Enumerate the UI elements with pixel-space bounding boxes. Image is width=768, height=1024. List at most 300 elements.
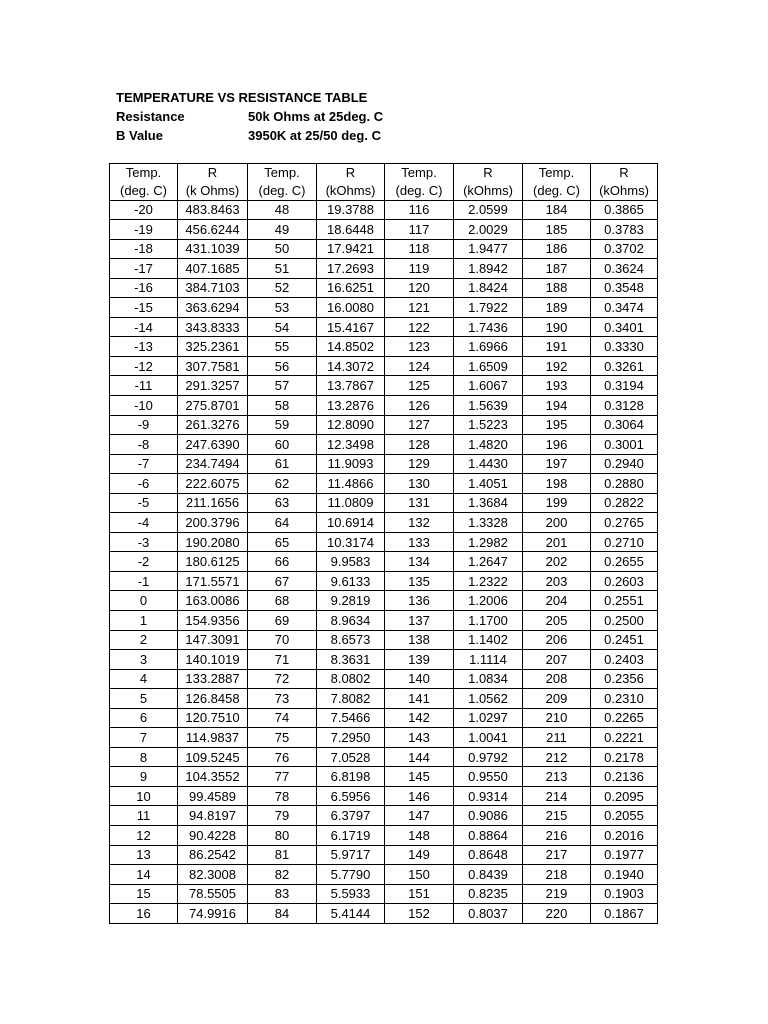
resistance-cell: 6.5956 xyxy=(317,786,385,806)
temperature-cell: 66 xyxy=(248,552,317,572)
resistance-cell: 0.2055 xyxy=(591,806,658,826)
resistance-cell: 180.6125 xyxy=(178,552,248,572)
resistance-cell: 13.2876 xyxy=(317,395,385,415)
temperature-cell: 16 xyxy=(110,904,178,924)
resistance-cell: 0.3624 xyxy=(591,259,658,279)
table-row xyxy=(110,786,658,806)
temperature-cell: -8 xyxy=(110,435,178,455)
resistance-cell: 200.3796 xyxy=(178,513,248,533)
temperature-cell: -13 xyxy=(110,337,178,357)
temperature-cell: 219 xyxy=(523,884,591,904)
table-row xyxy=(110,337,658,357)
resistance-cell: 456.6244 xyxy=(178,220,248,240)
resistance-cell: 291.3257 xyxy=(178,376,248,396)
temperature-cell: -9 xyxy=(110,415,178,435)
table-row xyxy=(110,630,658,650)
resistance-cell: 0.3783 xyxy=(591,220,658,240)
resistance-cell: 0.2016 xyxy=(591,826,658,846)
table-row xyxy=(110,845,658,865)
resistance-cell: 0.2940 xyxy=(591,454,658,474)
temperature-cell: 132 xyxy=(385,513,454,533)
header-row-1 xyxy=(110,164,658,182)
column-header-line2: (kOhms) xyxy=(454,182,523,200)
header-row-2 xyxy=(110,182,658,200)
resistance-cell: 0.2880 xyxy=(591,474,658,494)
temperature-cell: 214 xyxy=(523,786,591,806)
resistance-cell: 0.3001 xyxy=(591,435,658,455)
column-header-line1: R xyxy=(591,164,658,182)
temperature-cell: 199 xyxy=(523,493,591,513)
resistance-cell: 5.9717 xyxy=(317,845,385,865)
resistance-cell: 1.4051 xyxy=(454,474,523,494)
temperature-cell: 184 xyxy=(523,200,591,220)
resistance-cell: 407.1685 xyxy=(178,259,248,279)
temperature-cell: 137 xyxy=(385,610,454,630)
table-row xyxy=(110,395,658,415)
temperature-cell: 130 xyxy=(385,474,454,494)
resistance-cell: 1.6067 xyxy=(454,376,523,396)
temperature-cell: 152 xyxy=(385,904,454,924)
resistance-cell: 1.8942 xyxy=(454,259,523,279)
temperature-cell: 59 xyxy=(248,415,317,435)
resistance-cell: 0.3261 xyxy=(591,356,658,376)
temperature-cell: 185 xyxy=(523,220,591,240)
bvalue-value: 3950K at 25/50 deg. C xyxy=(248,128,381,143)
temperature-cell: 3 xyxy=(110,650,178,670)
document-title xyxy=(116,88,383,107)
table-row xyxy=(110,259,658,279)
table-row xyxy=(110,239,658,259)
temperature-cell: 135 xyxy=(385,571,454,591)
temperature-cell: 220 xyxy=(523,904,591,924)
temperature-cell: 142 xyxy=(385,708,454,728)
resistance-cell: 163.0086 xyxy=(178,591,248,611)
resistance-cell: 14.8502 xyxy=(317,337,385,357)
temperature-cell: 148 xyxy=(385,826,454,846)
temperature-cell: 145 xyxy=(385,767,454,787)
resistance-cell: 104.3552 xyxy=(178,767,248,787)
temperature-cell: 139 xyxy=(385,650,454,670)
resistance-cell: 9.6133 xyxy=(317,571,385,591)
temperature-cell: 201 xyxy=(523,532,591,552)
temperature-cell: 120 xyxy=(385,278,454,298)
temperature-cell: 77 xyxy=(248,767,317,787)
temperature-cell: 64 xyxy=(248,513,317,533)
temperature-cell: -1 xyxy=(110,571,178,591)
resistance-cell: 0.3064 xyxy=(591,415,658,435)
temperature-cell: 67 xyxy=(248,571,317,591)
resistance-cell: 9.9583 xyxy=(317,552,385,572)
temperature-cell: 188 xyxy=(523,278,591,298)
temperature-cell: 12 xyxy=(110,826,178,846)
table-header xyxy=(110,164,658,201)
temperature-cell: 129 xyxy=(385,454,454,474)
resistance-cell: 1.2647 xyxy=(454,552,523,572)
resistance-cell: 0.1867 xyxy=(591,904,658,924)
resistance-cell: 1.0834 xyxy=(454,669,523,689)
resistance-cell: 363.6294 xyxy=(178,298,248,318)
resistance-cell: 82.3008 xyxy=(178,865,248,885)
temperature-cell: 61 xyxy=(248,454,317,474)
table-row xyxy=(110,317,658,337)
temperature-cell: -7 xyxy=(110,454,178,474)
table-row xyxy=(110,298,658,318)
temperature-cell: 7 xyxy=(110,728,178,748)
temperature-cell: 119 xyxy=(385,259,454,279)
table-row xyxy=(110,220,658,240)
temperature-cell: 73 xyxy=(248,689,317,709)
bvalue-label: B Value xyxy=(116,128,163,143)
column-header-line2: (kOhms) xyxy=(591,182,658,200)
temperature-cell: 133 xyxy=(385,532,454,552)
resistance-cell: 483.8463 xyxy=(178,200,248,220)
resistance-cell: 0.2221 xyxy=(591,728,658,748)
resistance-cell: 12.3498 xyxy=(317,435,385,455)
table-row xyxy=(110,435,658,455)
resistance-cell: 86.2542 xyxy=(178,845,248,865)
resistance-cell: 0.2822 xyxy=(591,493,658,513)
resistance-cell: 0.3330 xyxy=(591,337,658,357)
temperature-cell: 118 xyxy=(385,239,454,259)
resistance-cell: 0.3865 xyxy=(591,200,658,220)
temperature-cell: 123 xyxy=(385,337,454,357)
resistance-cell: 6.1719 xyxy=(317,826,385,846)
temperature-cell: 78 xyxy=(248,786,317,806)
resistance-cell: 74.9916 xyxy=(178,904,248,924)
column-header-line1: Temp. xyxy=(523,164,591,182)
temperature-cell: 65 xyxy=(248,532,317,552)
temperature-cell: 50 xyxy=(248,239,317,259)
temperature-cell: 0 xyxy=(110,591,178,611)
temperature-cell: 14 xyxy=(110,865,178,885)
temperature-cell: 15 xyxy=(110,884,178,904)
resistance-cell: 211.1656 xyxy=(178,493,248,513)
table-row xyxy=(110,884,658,904)
resistance-cell: 99.4589 xyxy=(178,786,248,806)
temperature-cell: 60 xyxy=(248,435,317,455)
temperature-cell: 63 xyxy=(248,493,317,513)
table-row xyxy=(110,610,658,630)
table-row xyxy=(110,552,658,572)
resistance-cell: 17.9421 xyxy=(317,239,385,259)
resistance-cell: 0.3401 xyxy=(591,317,658,337)
resistance-cell: 120.7510 xyxy=(178,708,248,728)
resistance-cell: 1.6966 xyxy=(454,337,523,357)
temperature-cell: 186 xyxy=(523,239,591,259)
resistance-cell: 0.1977 xyxy=(591,845,658,865)
resistance-cell: 275.8701 xyxy=(178,395,248,415)
resistance-cell: 90.4228 xyxy=(178,826,248,846)
temperature-cell: 6 xyxy=(110,708,178,728)
resistance-cell: 261.3276 xyxy=(178,415,248,435)
resistance-cell: 171.5571 xyxy=(178,571,248,591)
resistance-cell: 0.2095 xyxy=(591,786,658,806)
resistance-cell: 7.8082 xyxy=(317,689,385,709)
table-row xyxy=(110,532,658,552)
temperature-cell: 72 xyxy=(248,669,317,689)
resistance-cell: 325.2361 xyxy=(178,337,248,357)
resistance-cell: 9.2819 xyxy=(317,591,385,611)
table-row xyxy=(110,806,658,826)
resistance-cell: 1.4430 xyxy=(454,454,523,474)
resistance-cell: 14.3072 xyxy=(317,356,385,376)
column-header-line2: (kOhms) xyxy=(317,182,385,200)
table-row xyxy=(110,571,658,591)
temperature-cell: 116 xyxy=(385,200,454,220)
resistance-cell: 1.0041 xyxy=(454,728,523,748)
resistance-cell: 0.9086 xyxy=(454,806,523,826)
temperature-cell: 131 xyxy=(385,493,454,513)
temperature-cell: 206 xyxy=(523,630,591,650)
resistance-cell: 0.3702 xyxy=(591,239,658,259)
temperature-cell: 207 xyxy=(523,650,591,670)
temperature-cell: 124 xyxy=(385,356,454,376)
table-row xyxy=(110,728,658,748)
table-row xyxy=(110,650,658,670)
column-header-line1: R xyxy=(317,164,385,182)
temperature-cell: 138 xyxy=(385,630,454,650)
resistance-cell: 0.2403 xyxy=(591,650,658,670)
resistance-cell: 133.2887 xyxy=(178,669,248,689)
temperature-cell: 58 xyxy=(248,395,317,415)
temperature-cell: 54 xyxy=(248,317,317,337)
resistance-cell: 2.0029 xyxy=(454,220,523,240)
resistance-cell: 222.6075 xyxy=(178,474,248,494)
temperature-cell: -2 xyxy=(110,552,178,572)
temperature-cell: 193 xyxy=(523,376,591,396)
temperature-cell: 117 xyxy=(385,220,454,240)
temperature-cell: 204 xyxy=(523,591,591,611)
resistance-cell: 10.6914 xyxy=(317,513,385,533)
temperature-cell: 189 xyxy=(523,298,591,318)
temperature-cell: 202 xyxy=(523,552,591,572)
temperature-cell: 9 xyxy=(110,767,178,787)
temperature-cell: 208 xyxy=(523,669,591,689)
resistance-cell: 11.9093 xyxy=(317,454,385,474)
resistance-cell: 1.4820 xyxy=(454,435,523,455)
resistance-cell: 1.0562 xyxy=(454,689,523,709)
resistance-cell: 1.3328 xyxy=(454,513,523,533)
temperature-cell: 51 xyxy=(248,259,317,279)
temperature-cell: 210 xyxy=(523,708,591,728)
temperature-cell: 83 xyxy=(248,884,317,904)
resistance-cell: 114.9837 xyxy=(178,728,248,748)
resistance-cell: 147.3091 xyxy=(178,630,248,650)
resistance-cell: 7.0528 xyxy=(317,747,385,767)
table-row xyxy=(110,865,658,885)
resistance-cell: 343.8333 xyxy=(178,317,248,337)
temperature-cell: 81 xyxy=(248,845,317,865)
column-header-line2: (deg. C) xyxy=(110,182,178,200)
resistance-spec xyxy=(116,107,383,126)
resistance-cell: 1.0297 xyxy=(454,708,523,728)
resistance-label: Resistance xyxy=(116,109,185,124)
resistance-cell: 0.2710 xyxy=(591,532,658,552)
resistance-cell: 0.8648 xyxy=(454,845,523,865)
resistance-cell: 11.4866 xyxy=(317,474,385,494)
resistance-cell: 0.3474 xyxy=(591,298,658,318)
table-row xyxy=(110,669,658,689)
resistance-cell: 1.2006 xyxy=(454,591,523,611)
temperature-cell: 125 xyxy=(385,376,454,396)
resistance-cell: 94.8197 xyxy=(178,806,248,826)
resistance-cell: 384.7103 xyxy=(178,278,248,298)
temperature-cell: 57 xyxy=(248,376,317,396)
temperature-cell: 217 xyxy=(523,845,591,865)
temperature-cell: 198 xyxy=(523,474,591,494)
resistance-cell: 5.4144 xyxy=(317,904,385,924)
temperature-cell: 127 xyxy=(385,415,454,435)
temperature-cell: -14 xyxy=(110,317,178,337)
table-row xyxy=(110,376,658,396)
temperature-cell: -15 xyxy=(110,298,178,318)
resistance-cell: 0.9792 xyxy=(454,747,523,767)
temperature-cell: 82 xyxy=(248,865,317,885)
temperature-cell: -17 xyxy=(110,259,178,279)
resistance-cell: 0.8037 xyxy=(454,904,523,924)
resistance-cell: 140.1019 xyxy=(178,650,248,670)
bvalue-spec xyxy=(116,126,383,145)
resistance-cell: 7.2950 xyxy=(317,728,385,748)
temperature-cell: 191 xyxy=(523,337,591,357)
temperature-cell: 13 xyxy=(110,845,178,865)
temperature-cell: -6 xyxy=(110,474,178,494)
temperature-cell: 141 xyxy=(385,689,454,709)
resistance-cell: 1.9477 xyxy=(454,239,523,259)
temperature-cell: -18 xyxy=(110,239,178,259)
temperature-cell: 134 xyxy=(385,552,454,572)
resistance-cell: 0.1903 xyxy=(591,884,658,904)
resistance-cell: 234.7494 xyxy=(178,454,248,474)
temperature-cell: 149 xyxy=(385,845,454,865)
temperature-cell: -10 xyxy=(110,395,178,415)
title-text: TEMPERATURE VS RESISTANCE TABLE xyxy=(116,90,368,105)
resistance-cell: 1.5639 xyxy=(454,395,523,415)
temperature-cell: 147 xyxy=(385,806,454,826)
resistance-table xyxy=(109,163,658,924)
resistance-cell: 0.8439 xyxy=(454,865,523,885)
column-header-line2: (deg. C) xyxy=(385,182,454,200)
table-row xyxy=(110,415,658,435)
temperature-cell: 196 xyxy=(523,435,591,455)
temperature-cell: 146 xyxy=(385,786,454,806)
table-row xyxy=(110,474,658,494)
resistance-cell: 8.6573 xyxy=(317,630,385,650)
table-row xyxy=(110,493,658,513)
resistance-cell: 0.2265 xyxy=(591,708,658,728)
temperature-cell: 136 xyxy=(385,591,454,611)
temperature-cell: 205 xyxy=(523,610,591,630)
temperature-cell: -3 xyxy=(110,532,178,552)
table-row xyxy=(110,747,658,767)
table-row xyxy=(110,454,658,474)
resistance-cell: 2.0599 xyxy=(454,200,523,220)
resistance-cell: 0.2655 xyxy=(591,552,658,572)
resistance-cell: 0.2765 xyxy=(591,513,658,533)
table-row xyxy=(110,278,658,298)
temperature-cell: 2 xyxy=(110,630,178,650)
resistance-cell: 1.1700 xyxy=(454,610,523,630)
resistance-cell: 19.3788 xyxy=(317,200,385,220)
table-row xyxy=(110,356,658,376)
temperature-cell: 143 xyxy=(385,728,454,748)
temperature-cell: 62 xyxy=(248,474,317,494)
resistance-cell: 15.4167 xyxy=(317,317,385,337)
temperature-cell: 195 xyxy=(523,415,591,435)
resistance-cell: 0.9314 xyxy=(454,786,523,806)
temperature-cell: -16 xyxy=(110,278,178,298)
temperature-cell: 76 xyxy=(248,747,317,767)
resistance-cell: 11.0809 xyxy=(317,493,385,513)
resistance-cell: 10.3174 xyxy=(317,532,385,552)
temperature-cell: 197 xyxy=(523,454,591,474)
resistance-cell: 16.6251 xyxy=(317,278,385,298)
resistance-cell: 6.3797 xyxy=(317,806,385,826)
temperature-cell: 79 xyxy=(248,806,317,826)
temperature-cell: 69 xyxy=(248,610,317,630)
resistance-cell: 0.2451 xyxy=(591,630,658,650)
temperature-cell: 203 xyxy=(523,571,591,591)
document-header xyxy=(116,88,383,145)
temperature-cell: 8 xyxy=(110,747,178,767)
temperature-cell: 75 xyxy=(248,728,317,748)
resistance-cell: 17.2693 xyxy=(317,259,385,279)
resistance-cell: 0.3194 xyxy=(591,376,658,396)
temperature-cell: 211 xyxy=(523,728,591,748)
resistance-cell: 12.8090 xyxy=(317,415,385,435)
temperature-cell: 53 xyxy=(248,298,317,318)
resistance-cell: 1.5223 xyxy=(454,415,523,435)
resistance-cell: 5.5933 xyxy=(317,884,385,904)
resistance-cell: 1.2322 xyxy=(454,571,523,591)
resistance-cell: 78.5505 xyxy=(178,884,248,904)
resistance-cell: 247.6390 xyxy=(178,435,248,455)
resistance-cell: 8.3631 xyxy=(317,650,385,670)
temperature-cell: -20 xyxy=(110,200,178,220)
table-row xyxy=(110,689,658,709)
temperature-cell: 144 xyxy=(385,747,454,767)
resistance-cell: 0.1940 xyxy=(591,865,658,885)
temperature-cell: 190 xyxy=(523,317,591,337)
resistance-cell: 1.1114 xyxy=(454,650,523,670)
temperature-cell: 56 xyxy=(248,356,317,376)
temperature-cell: 122 xyxy=(385,317,454,337)
column-header-line2: (deg. C) xyxy=(523,182,591,200)
column-header-line2: (deg. C) xyxy=(248,182,317,200)
temperature-cell: -19 xyxy=(110,220,178,240)
resistance-cell: 16.0080 xyxy=(317,298,385,318)
temperature-cell: 218 xyxy=(523,865,591,885)
temperature-cell: 48 xyxy=(248,200,317,220)
temperature-cell: 84 xyxy=(248,904,317,924)
column-header-line2: (k Ohms) xyxy=(178,182,248,200)
temperature-cell: 4 xyxy=(110,669,178,689)
temperature-cell: 80 xyxy=(248,826,317,846)
temperature-cell: 68 xyxy=(248,591,317,611)
table-row xyxy=(110,767,658,787)
column-header-line1: Temp. xyxy=(248,164,317,182)
resistance-cell: 190.2080 xyxy=(178,532,248,552)
resistance-cell: 1.6509 xyxy=(454,356,523,376)
temperature-cell: -4 xyxy=(110,513,178,533)
temperature-cell: -5 xyxy=(110,493,178,513)
temperature-cell: 151 xyxy=(385,884,454,904)
resistance-cell: 307.7581 xyxy=(178,356,248,376)
temperature-cell: 215 xyxy=(523,806,591,826)
temperature-cell: 216 xyxy=(523,826,591,846)
temperature-cell: 121 xyxy=(385,298,454,318)
table-row xyxy=(110,591,658,611)
